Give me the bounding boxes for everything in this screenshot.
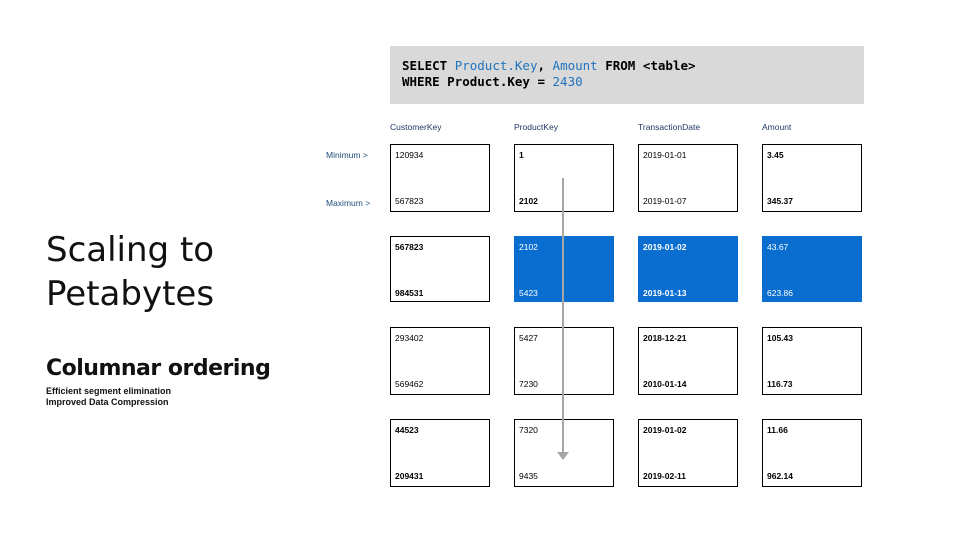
sql-query-box [390, 46, 864, 104]
segment-min-value: 2019-01-02 [643, 425, 687, 435]
segment-max-value: 116.73 [767, 379, 793, 389]
sql-line-2 [402, 74, 864, 90]
column-header-customerkey: CustomerKey [390, 122, 442, 132]
slide-title [46, 228, 214, 316]
segment-min-value: 105.43 [767, 333, 793, 343]
segment-cell [514, 236, 614, 302]
sql-column: Amount [552, 58, 598, 73]
segment-min-value: 1 [519, 150, 524, 160]
segment-max-value: 962.14 [767, 471, 793, 481]
segment-max-value: 7230 [519, 379, 538, 389]
title-line-1: Scaling to [46, 230, 215, 270]
sql-column: Product.Key [454, 58, 538, 73]
segment-cell [762, 236, 862, 302]
sql-where: WHERE Product.Key = [402, 74, 553, 89]
segment-max-value: 5423 [519, 288, 538, 298]
segment-min-value: 11.66 [767, 425, 788, 435]
segment-cell [390, 144, 490, 212]
column-header-transactiondate: TransactionDate [638, 122, 701, 132]
segment-max-value: 209431 [395, 471, 424, 481]
segment-max-value: 345.37 [767, 196, 793, 206]
sql-from: FROM <table> [597, 58, 696, 73]
segment-max-value: 2019-02-11 [643, 471, 687, 481]
sql-keyword: SELECT [402, 58, 455, 73]
segment-min-value: 2018-12-21 [643, 333, 687, 343]
segment-min-value: 44523 [395, 425, 419, 435]
segment-cell [762, 144, 862, 212]
segment-min-value: 3.45 [767, 150, 784, 160]
segment-min-value: 2019-01-02 [643, 242, 687, 252]
segment-min-value: 43.67 [767, 242, 789, 252]
segment-cell [638, 144, 738, 212]
segment-max-value: 2010-01-14 [643, 379, 687, 389]
segment-max-value: 2019-01-13 [643, 288, 687, 298]
segment-min-value: 293402 [395, 333, 424, 343]
segment-cell [638, 236, 738, 302]
segment-cell [762, 419, 862, 487]
segment-cell [762, 327, 862, 395]
segment-max-value: 569462 [395, 379, 424, 389]
segment-min-value: 7320 [519, 425, 538, 435]
segment-cell [638, 327, 738, 395]
segment-max-value: 984531 [395, 288, 424, 298]
segment-cell [390, 327, 490, 395]
segment-cell [390, 236, 490, 302]
segment-cell [514, 327, 614, 395]
segment-min-value: 567823 [395, 242, 424, 252]
title-line-2: Petabytes [46, 274, 215, 314]
segment-min-value: 2019-01-01 [643, 150, 687, 160]
segment-cell [638, 419, 738, 487]
scan-arrow-head-icon [557, 452, 569, 460]
segment-cell [390, 419, 490, 487]
sql-value: 2430 [552, 74, 583, 89]
segment-max-value: 2019-01-07 [643, 196, 687, 206]
segment-max-value: 2102 [519, 196, 538, 206]
segment-min-value: 5427 [519, 333, 538, 343]
section-subtitle: Columnar ordering [46, 356, 271, 381]
column-header-amount: Amount [762, 122, 792, 132]
sql-comma: , [537, 58, 553, 73]
row-label-maximum: Maximum > [326, 198, 371, 208]
segment-max-value: 623.86 [767, 288, 793, 298]
row-label-minimum: Minimum > [326, 150, 368, 160]
segment-min-value: 120934 [395, 150, 424, 160]
bullet-list [46, 386, 171, 408]
segment-max-value: 9435 [519, 471, 538, 481]
segment-cell [514, 144, 614, 212]
bullet-item: Efficient segment elimination [46, 386, 172, 396]
bullet-item: Improved Data Compression [46, 397, 169, 407]
column-header-productkey: ProductKey [514, 122, 558, 132]
segment-min-value: 2102 [519, 242, 538, 252]
sql-line-1 [402, 58, 864, 74]
scan-arrow-line [562, 178, 564, 454]
segment-max-value: 567823 [395, 196, 424, 206]
